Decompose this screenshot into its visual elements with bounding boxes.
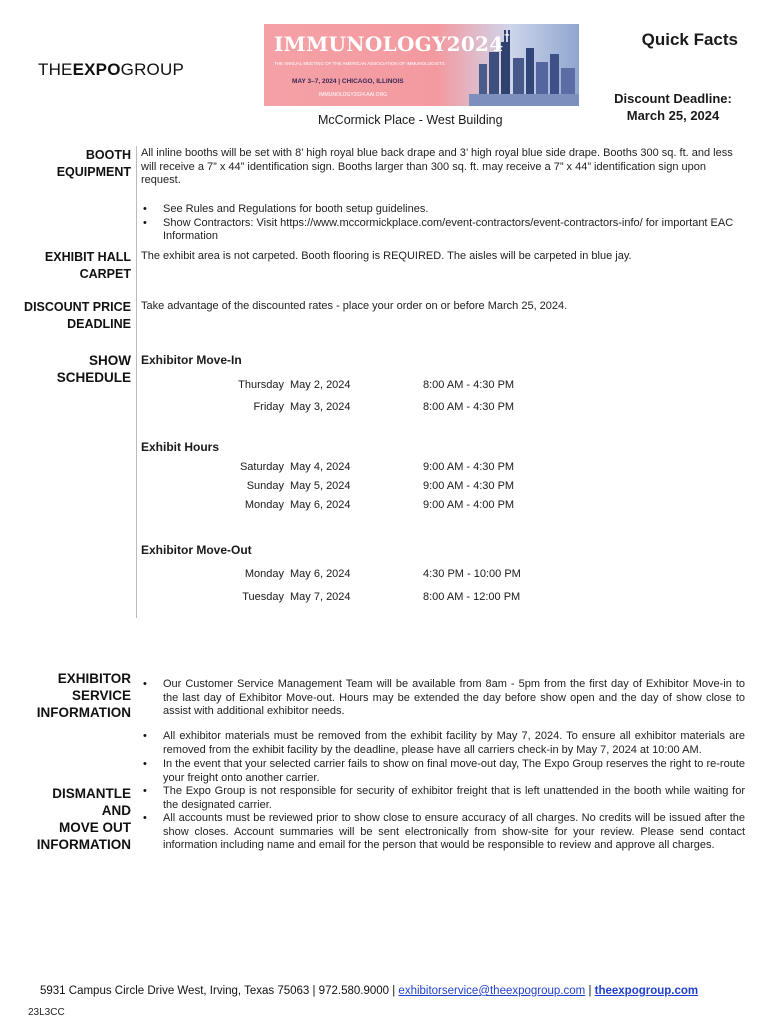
quick-facts-title: Quick Facts [641,30,738,49]
show-schedule-label: SHOW SCHEDULE [56,353,131,385]
bullet-icon: • [143,216,147,229]
schedule-day: Tuesday [242,591,284,603]
schedule-day: Monday [244,568,284,580]
bullet-icon: • [143,812,147,824]
schedule-date: May 7, 2024 [290,591,351,603]
footer-address: 5931 Campus Circle Drive West, Irving, Texas 75063 | 972.580.9000 | [40,985,399,997]
banner-url: IMMUNOLOGY2024.AAI.ORG [319,92,388,98]
move-in-title: Exhibitor Move-In [141,353,242,367]
event-banner [264,24,579,106]
deadline-label: Discount Deadline: [614,91,732,106]
list-item: • Our Customer Service Management Team will be available from 8am - 5pm from the first day of Exhibitor Move-in to the last day of Exhibitor Move-out. Hours may be extended the day before show open and the day of show close to assist with additional exhibitor needs. [143,678,745,717]
schedule-day: Thursday [238,379,284,391]
deadline-date: March 25, 2024 [626,108,720,123]
schedule-date: May 5, 2024 [290,480,351,492]
logo-bold: EXPO [72,60,121,79]
carpet-text: The exhibit area is not carpeted. Booth flooring is REQUIRED. The aisles will be carpeted in blue jay. [141,250,632,262]
booth-equipment-text: All inline booths will be set with 8’ high royal blue back drape and 3’ high royal blue side drape. Booths 300 sq. ft. and less will receive a 7” x 44” identification sign. Booths larger than 300 sq. ft. may receive a 7” x 44” identification sign upon request. [141,147,733,186]
exhibit-hours-title: Exhibit Hours [141,440,220,454]
schedule-time: 9:00 AM - 4:00 PM [423,499,515,511]
section-divider [136,146,137,618]
bullet-icon: • [143,785,147,797]
move-out-title: Exhibitor Move-Out [141,543,252,557]
exhibit-hall-carpet-label: EXHIBIT HALL CARPET [44,250,131,281]
document-code: 23L3CC [28,1007,65,1018]
footer-separator: | [585,985,595,997]
booth-equipment-label: BOOTH EQUIPMENT [56,148,131,179]
dismantle-bullets [141,730,745,853]
dismantle-move-out-label: DISMANTLE AND MOVE OUT INFORMATION [36,786,131,852]
list-item: • The Expo Group is not responsible for security of exhibitor freight that is left unattended in the booth while waiting for the designated carrier. [143,785,745,811]
schedule-time: 4:30 PM - 10:00 PM [423,568,521,580]
list-item: • Show Contractors: Visit https://www.mccormickplace.com/event-contractors/event-contractors-info/ for important EAC Information [143,216,734,242]
footer-email-link[interactable]: exhibitorservice@theexpogroup.com [398,985,586,997]
schedule-day: Friday [253,401,284,413]
footer-contact [40,985,698,997]
booth-bullets [141,203,746,244]
schedule-date: May 6, 2024 [290,568,351,580]
discount-deadline-label: DISCOUNT PRICE DEADLINE [24,300,131,331]
list-item: • All accounts must be reviewed prior to show close to ensure accuracy of all charges. No credits will be issued after the show closes. Account summaries will be sent electronically from show-site for your review. Please send contact information including name and email for the person that would be responsible to review and approve all charges. [143,812,745,851]
schedule-day: Sunday [246,480,284,492]
bullet-icon: • [143,678,147,690]
logo-suffix: GROUP [120,60,184,79]
schedule-day: Saturday [239,461,284,473]
schedule-date: May 3, 2024 [290,401,351,413]
bullet-icon: • [143,203,147,215]
schedule-time: 9:00 AM - 4:30 PM [423,461,515,473]
schedule-time: 9:00 AM - 4:30 PM [423,480,515,492]
schedule-time: 8:00 AM - 12:00 PM [423,591,521,603]
logo-prefix: THE [38,60,73,79]
banner-title: IMMUNOLOGY2024™ [274,32,511,56]
list-item: • In the event that your selected carrier fails to show on final move-out day, The Expo Group reserves the right to re-route your freight onto another carrier. [143,758,745,784]
banner-subtitle: THE ANNUAL MEETING OF THE AMERICAN ASSOCIATION OF IMMUNOLOGISTS [274,61,445,66]
schedule-date: May 4, 2024 [290,461,351,473]
venue-name: McCormick Place - West Building [318,113,503,127]
schedule-date: May 6, 2024 [290,499,351,511]
bullet-icon: • [143,758,147,770]
bullet-icon: • [143,730,147,742]
schedule-time: 8:00 AM - 4:30 PM [423,401,515,413]
schedule-date: May 2, 2024 [290,379,351,391]
list-item: • See Rules and Regulations for booth setup guidelines. [143,203,429,215]
footer-website-link[interactable]: theexpogroup.com [594,985,699,997]
schedule-day: Monday [244,499,284,511]
list-item: • All exhibitor materials must be removed from the exhibit facility by May 7, 2024. To ensure all exhibitor materials are removed from the exhibit facility by the deadline, please have all carriers check-in by May 7, 2024 at 10:00 AM. [143,730,745,756]
expo-group-logo [38,60,184,80]
discount-text: Take advantage of the discounted rates - place your order on or before March 25, 2024. [141,300,568,312]
exhibitor-service-label: EXHIBITOR SERVICE INFORMATION [36,671,131,720]
schedule-time: 8:00 AM - 4:30 PM [423,379,515,391]
banner-dates: MAY 3–7, 2024 | CHICAGO, ILLINOIS [292,78,404,85]
discount-deadline [598,90,748,124]
